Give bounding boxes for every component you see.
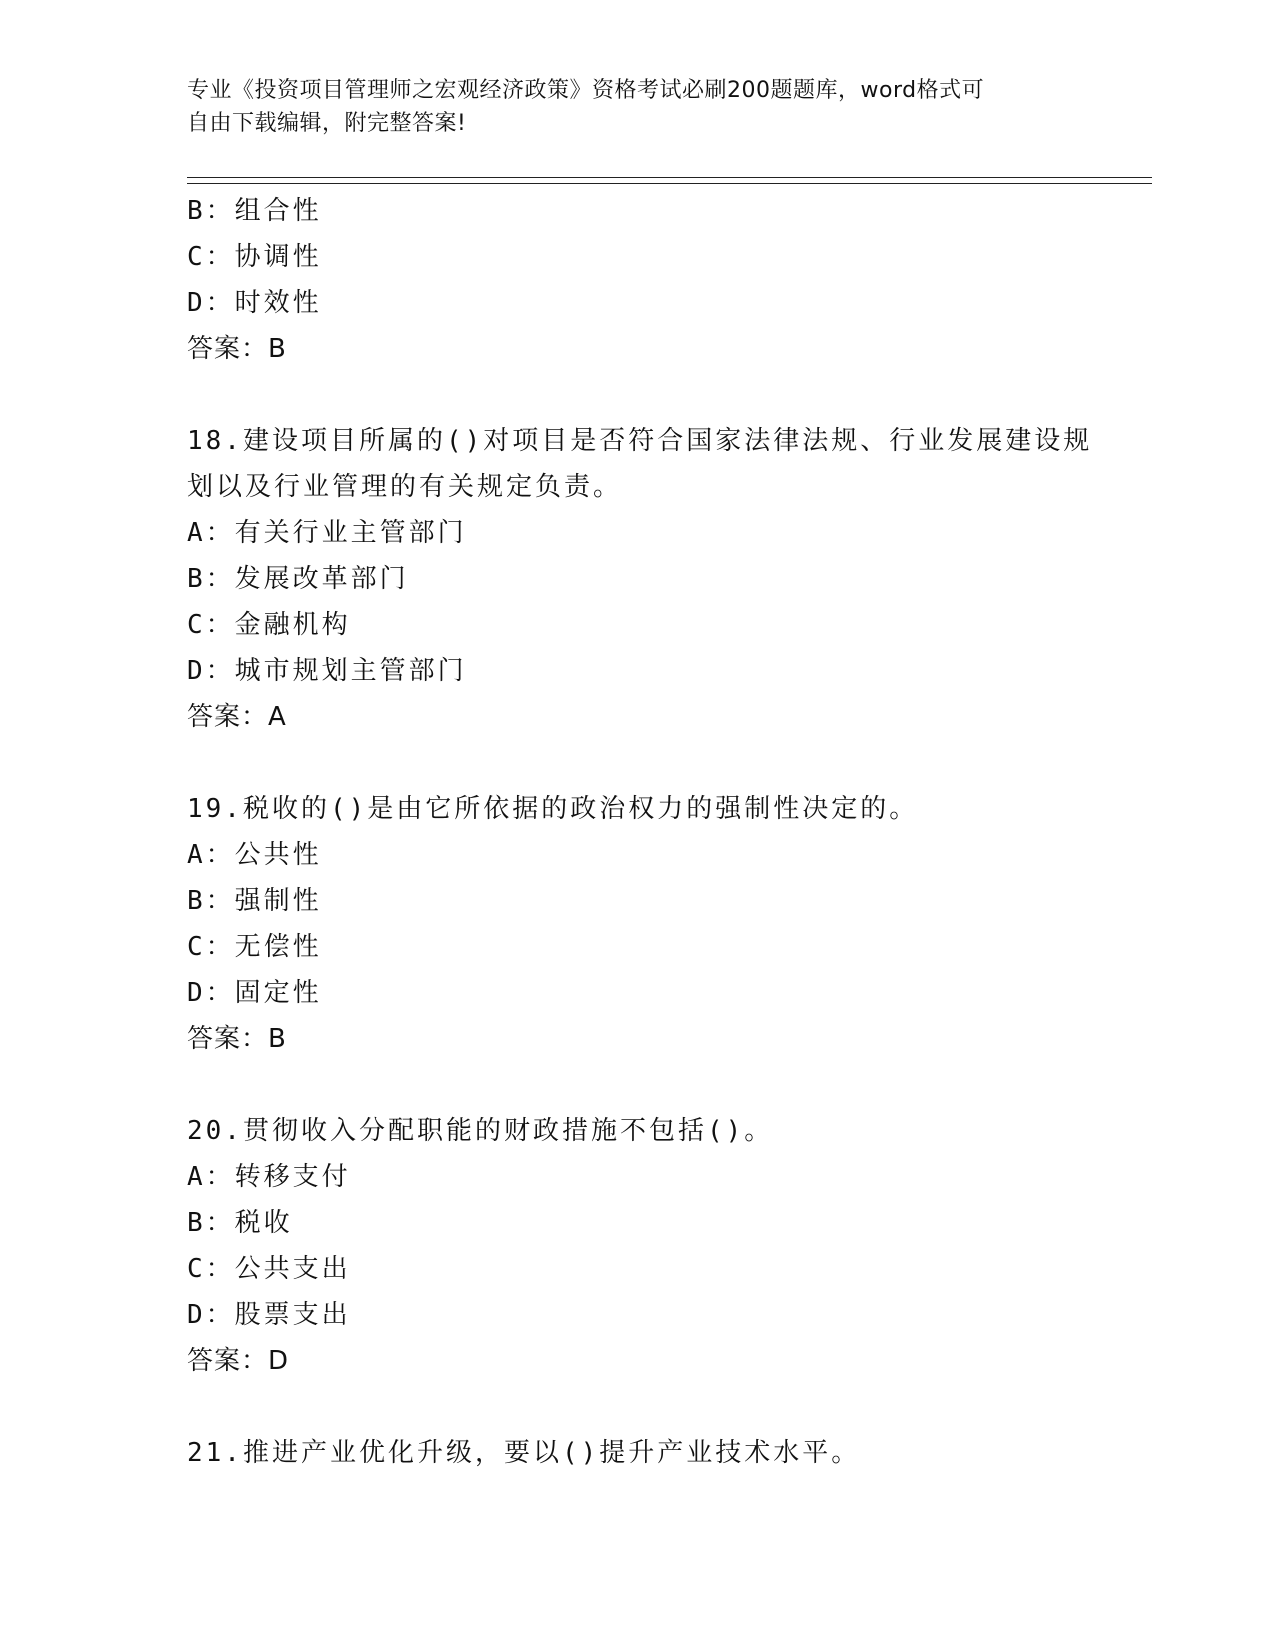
option-c: C：协调性: [187, 242, 322, 272]
option-c: C：公共支出: [187, 1254, 351, 1284]
question-text: 19.税收的()是由它所依据的政治权力的强制性决定的。: [187, 794, 919, 824]
option-a: A：转移支付: [187, 1162, 351, 1192]
option-c: C：金融机构: [187, 610, 351, 640]
answer-line: 答案：B: [187, 334, 287, 364]
option-a: A：公共性: [187, 840, 322, 870]
question-text-line-2: 划以及行业管理的有关规定负责。: [187, 472, 623, 502]
option-d: D：时效性: [187, 288, 322, 318]
header-line-1: 专业《投资项目管理师之宏观经济政策》资格考试必刷200题题库，word格式可: [187, 78, 985, 103]
option-b: B：发展改革部门: [187, 564, 409, 594]
option-d: D：城市规划主管部门: [187, 656, 467, 686]
header-rule-bottom: [187, 183, 1152, 184]
question-18: [187, 418, 1093, 740]
option-b: B：组合性: [187, 196, 322, 226]
question-17-tail: [187, 188, 1087, 372]
option-b: B：税收: [187, 1208, 293, 1238]
question-text-line-1: 18.建设项目所属的()对项目是否符合国家法律法规、行业发展建设规: [187, 426, 1093, 456]
option-a: A：有关行业主管部门: [187, 518, 467, 548]
question-20: [187, 1108, 1087, 1384]
question-text: 21.推进产业优化升级，要以()提升产业技术水平。: [187, 1438, 861, 1468]
header-rule-top: [187, 177, 1152, 178]
question-21: [187, 1430, 1087, 1476]
question-19: [187, 786, 1087, 1062]
answer-line: 答案：D: [187, 1346, 290, 1376]
option-d: D：固定性: [187, 978, 322, 1008]
option-b: B：强制性: [187, 886, 322, 916]
document-body: [187, 188, 1093, 1476]
option-c: C：无偿性: [187, 932, 322, 962]
option-d: D：股票支出: [187, 1300, 351, 1330]
question-text: 20.贯彻收入分配职能的财政措施不包括()。: [187, 1116, 774, 1146]
header-line-2: 自由下载编辑，附完整答案!: [187, 111, 467, 136]
answer-line: 答案：B: [187, 1024, 287, 1054]
answer-line: 答案：A: [187, 702, 287, 732]
document-header: [187, 74, 1067, 140]
